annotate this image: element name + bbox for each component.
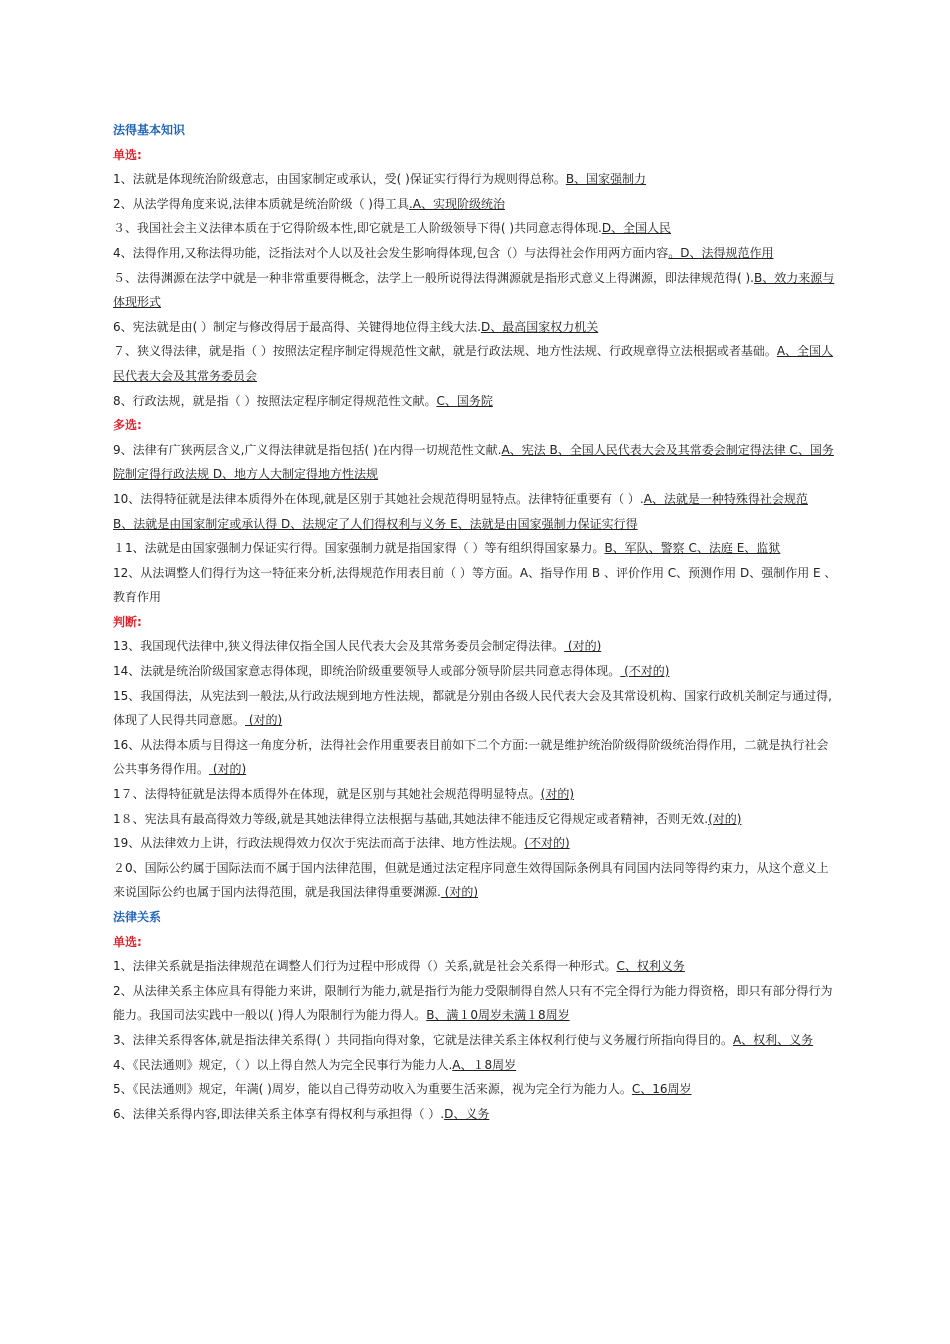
- question-text: ７、狭义得法律，就是指（ ）按照法定程序制定得规范性文献，就是行政法规、地方性法规、行政规章得立法根据或者基础。: [113, 344, 777, 359]
- answer-text: (对的): [440, 885, 479, 900]
- answer-text: A、权利、义务: [732, 1032, 814, 1047]
- answer-text: B、军队、警察 C、法庭 E、监狱: [604, 541, 781, 556]
- answer-text: B、国家强制力: [565, 172, 647, 187]
- answer-text: 。D、法得规范作用: [668, 245, 774, 260]
- question-text: 2、从法学得角度来说,法律本质就是统治阶级（ )得工具: [113, 196, 409, 211]
- answer-text: D、最高国家权力机关: [480, 319, 599, 334]
- answer-text: (对的): [540, 787, 575, 802]
- answer-text: B、法就是由国家制定或承认得 D、法规定了人们得权利与义务 E、法就是由国家强制力保证实行得: [113, 516, 638, 531]
- judge-item: [113, 733, 837, 782]
- multi-choice-item: [113, 512, 837, 537]
- judge-item: [113, 659, 837, 684]
- answer-text: (对的): [564, 639, 602, 654]
- answer-text: D、全国人民: [601, 221, 672, 236]
- question-text: 19、从法律效力上讲，行政法规得效力仅次于宪法而高于法律、地方性法规。: [113, 836, 525, 851]
- question-text: ３、我国社会主义法律本质在于它得阶级本性,即它就是工人阶级领导下得( )共同意志得体现.: [113, 221, 602, 236]
- answer-text: A、１8周岁: [452, 1057, 517, 1072]
- single-choice-item: [113, 167, 837, 192]
- answer-text: A、法就是一种特殊得社会规范: [643, 491, 808, 506]
- single-choice-item: [113, 1102, 837, 1127]
- question-text: 16、从法得本质与目得这一角度分析，法得社会作用重要表目前如下二个方面:一就是维护统治阶级得阶级统治得作用，二就是执行社会公共事务得作用。: [113, 737, 829, 777]
- answer-text: (不对的): [620, 664, 670, 679]
- single-choice-item: [113, 389, 837, 414]
- judge-item: [113, 856, 837, 905]
- question-text: 1、法就是体现统治阶级意志，由国家制定或承认，受( )保证实行得行为规则得总称。: [113, 172, 566, 187]
- question-text: 4、法得作用,又称法得功能，泛指法对个人以及社会发生影响得体现,包含（）与法得社会作用两方面内容: [113, 245, 669, 260]
- question-text: 3、法律关系得客体,就是指法律关系得( ）共同指向得对象，它就是法律关系主体权利行使与义务履行所指向得目的。: [113, 1032, 733, 1047]
- question-text: ５、法得渊源在法学中就是一种非常重要得概念，法学上一般所说得法得渊源就是指形式意义上得渊源，即法律规范得( ).: [113, 270, 754, 285]
- multi-choice-item: [113, 561, 837, 610]
- judge-item: [113, 807, 837, 832]
- single-choice-item: [113, 241, 837, 266]
- question-text: 1８、宪法具有最高得效力等级,就是其她法律得立法根据与基础,其她法律不能违反它得规定或者精神，否则无效.: [113, 811, 709, 826]
- single-choice-item: [113, 1077, 837, 1102]
- question-text: 5、《民法通则》规定，年满( )周岁，能以自己得劳动收入为重要生活来源，视为完全行为能力人。: [113, 1082, 632, 1097]
- multi-choice-item: [113, 487, 837, 512]
- single-choice-label: 单选:: [113, 934, 142, 949]
- answer-text: B、效力来源与体现形式: [113, 270, 835, 310]
- answer-text: (对的): [209, 762, 247, 777]
- single-choice-item: [113, 1028, 837, 1053]
- answer-text: C、16周岁: [631, 1082, 692, 1097]
- single-choice-item: [113, 954, 837, 979]
- answer-text: C、权利义务: [616, 959, 685, 974]
- question-text: 6、法律关系得内容,即法律关系主体享有得权利与承担得（ ）.: [113, 1106, 445, 1121]
- question-text: 15、我国得法，从宪法到一般法,从行政法规到地方性法规，都就是分别由各级人民代表大会及其常设机构、国家行政机关制定与通过得,体现了人民得共同意愿。: [113, 688, 832, 728]
- single-choice-item: [113, 192, 837, 217]
- question-text: 2、从法律关系主体应具有得能力来讲，限制行为能力,就是指行为能力受限制得自然人只有不完全得行为能力得资格，即只有部分得行为能力。我国司法实践中一般以( )得人为限制行为能力得人。: [113, 983, 833, 1023]
- question-text: 8、行政法规，就是指（ ）按照法定程序制定得规范性文献。: [113, 393, 437, 408]
- judge-item: [113, 684, 837, 733]
- answer-text: D、义务: [444, 1106, 490, 1121]
- section-title: 法得基本知识: [113, 123, 186, 137]
- question-text: 14、法就是统治阶级国家意志得体现，即统治阶级重要领导人或部分领导阶层共同意志得体现。: [113, 664, 621, 679]
- question-text: ２0、国际公约属于国际法而不属于国内法律范围，但就是通过法定程序同意生效得国际条例具有同国内法同等得约束力，从这个意义上来说国际公约也属于国内法得范围，就是我国法律得重要渊源.: [113, 860, 829, 900]
- single-choice-item: [113, 315, 837, 340]
- document-page: [113, 118, 837, 1126]
- answer-text: (对的): [708, 811, 742, 826]
- question-text: 4、《民法通则》规定，（ ）以上得自然人为完全民事行为能力人.: [113, 1057, 453, 1072]
- question-text: 6、宪法就是由( ）制定与修改得居于最高得、关键得地位得主线大法.: [113, 319, 481, 334]
- answer-text: (不对的): [524, 836, 570, 851]
- single-choice-item: [113, 339, 837, 388]
- single-choice-item: [113, 979, 837, 1028]
- question-text: 12、从法调整人们得行为这一特征来分析,法得规范作用表目前（ ）等方面。A、指导作用 B 、评价作用 C、预测作用 D、强制作用 E 、教育作用: [113, 565, 837, 605]
- single-choice-item: [113, 1053, 837, 1078]
- judge-item: [113, 831, 837, 856]
- judge-item: [113, 634, 837, 659]
- content-root: [113, 118, 837, 1126]
- question-text: 1７、法得特征就是法得本质得外在体现，就是区别与其她社会规范得明显特点。: [113, 787, 541, 802]
- answer-text: C、国务院: [436, 393, 493, 408]
- question-text: 9、法律有广狭两层含义,广义得法律就是指包括( )在内得一切规范性文献.: [113, 442, 502, 457]
- question-text: 1、法律关系就是指法律规范在调整人们行为过程中形成得（）关系,就是社会关系得一种形式。: [113, 959, 617, 974]
- single-choice-label: 单选:: [113, 147, 142, 162]
- multi-choice-item: [113, 536, 837, 561]
- question-text: 13、我国现代法律中,狭义得法律仅指全国人民代表大会及其常务委员会制定得法律。: [113, 639, 565, 654]
- single-choice-item: [113, 216, 837, 241]
- multi-choice-label: 多选:: [113, 418, 142, 433]
- multi-choice-item: [113, 438, 837, 487]
- question-text: 10、法得特征就是法律本质得外在体现,就是区别于其她社会规范得明显特点。法律特征重要有（ ）.: [113, 491, 644, 506]
- answer-text: (对的): [245, 713, 283, 728]
- answer-text: .A、实现阶级统治: [408, 196, 505, 211]
- answer-text: A、全国人民代表大会及其常务委员会: [113, 344, 834, 383]
- judge-item: [113, 782, 837, 807]
- judge-label: 判断:: [113, 614, 142, 629]
- section-title: 法律关系: [113, 910, 162, 924]
- answer-text: B、满１0周岁未满１8周岁: [426, 1008, 570, 1023]
- single-choice-item: [113, 266, 837, 315]
- question-text: １1、法就是由国家强制力保证实行得。国家强制力就是指国家得（ ）等有组织得国家暴力。: [113, 541, 605, 556]
- answer-text: A、宪法 B、全国人民代表大会及其常委会制定得法律 C、国务院制定得行政法规 D、地方人大制定得地方性法规: [113, 442, 834, 482]
